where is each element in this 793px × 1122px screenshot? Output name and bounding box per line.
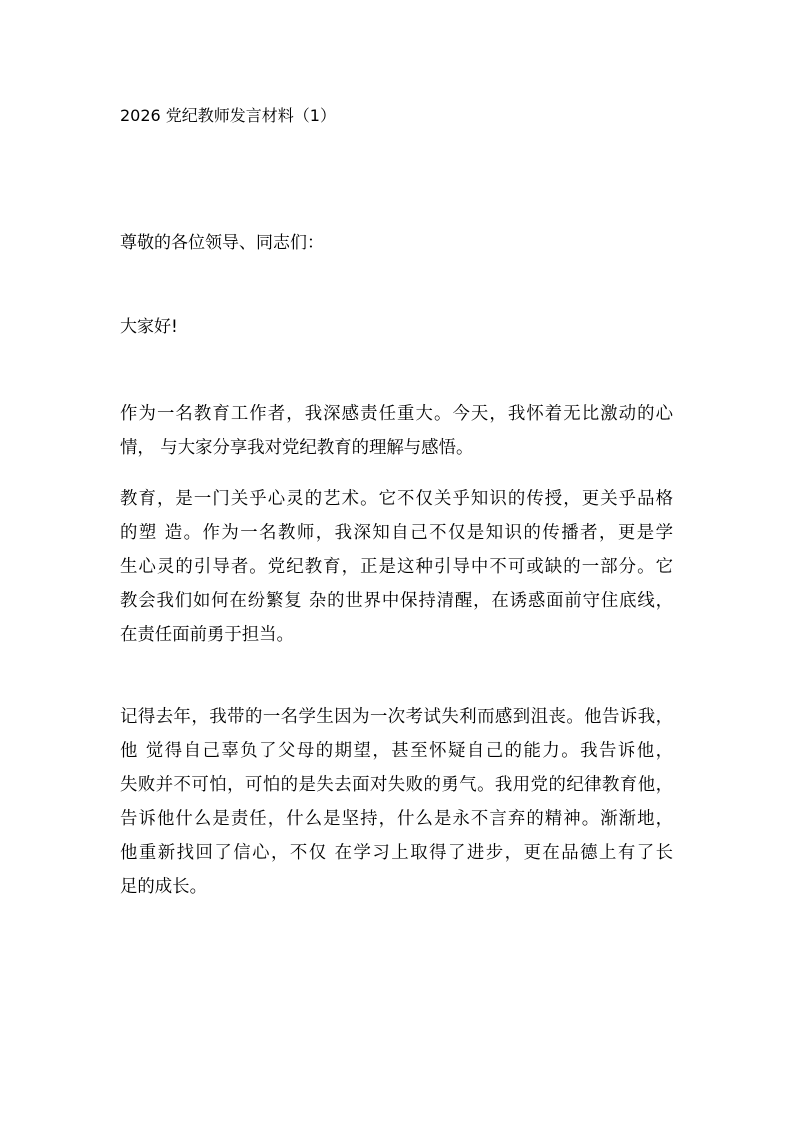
paragraph-line: 作为一名教育工作者，我深感责任重大。今天，我怀着无比激动的心 [120,404,673,424]
document-title: 2026 党纪教师发言材料（1） [120,106,336,125]
paragraph-3 [120,700,673,904]
paragraph-2 [120,482,673,652]
paragraph-line: 足的成长。 [120,877,207,897]
paragraph-line: 告诉他什么是责任，什么是坚持，什么是永不言弃的精神。渐渐地， [120,809,673,829]
paragraph-line: 生心灵的引导者。党纪教育，正是这种引导中不可或缺的一部分。它 [120,557,673,577]
paragraph-line: 失败并不可怕，可怕的是失去面对失败的勇气。我用党的纪律教育他， [120,775,673,795]
greeting: 大家好! [120,317,178,337]
paragraph-line: 他重新找回了信心，不仅 在学习上取得了进步，更在品德上有了长 [120,843,673,863]
paragraph-1 [120,397,673,465]
paragraph-line: 教会我们如何在纷繁复 杂的世界中保持清醒，在诱惑面前守住底线， [120,591,673,611]
paragraph-line: 记得去年，我带的一名学生因为一次考试失利而感到沮丧。他告诉我， [120,707,673,727]
paragraph-line: 情， 与大家分享我对党纪教育的理解与感悟。 [120,438,474,458]
paragraph-line: 的塑 造。作为一名教师，我深知自己不仅是知识的传播者，更是学 [120,523,673,543]
paragraph-line: 他 觉得自己辜负了父母的期望，甚至怀疑自己的能力。我告诉他， [120,741,673,761]
paragraph-line: 在责任面前勇于担当。 [120,625,294,645]
paragraph-line: 教育，是一门关乎心灵的艺术。它不仅关乎知识的传授，更关乎品格 [120,489,673,509]
salutation: 尊敬的各位领导、同志们： [120,233,324,253]
